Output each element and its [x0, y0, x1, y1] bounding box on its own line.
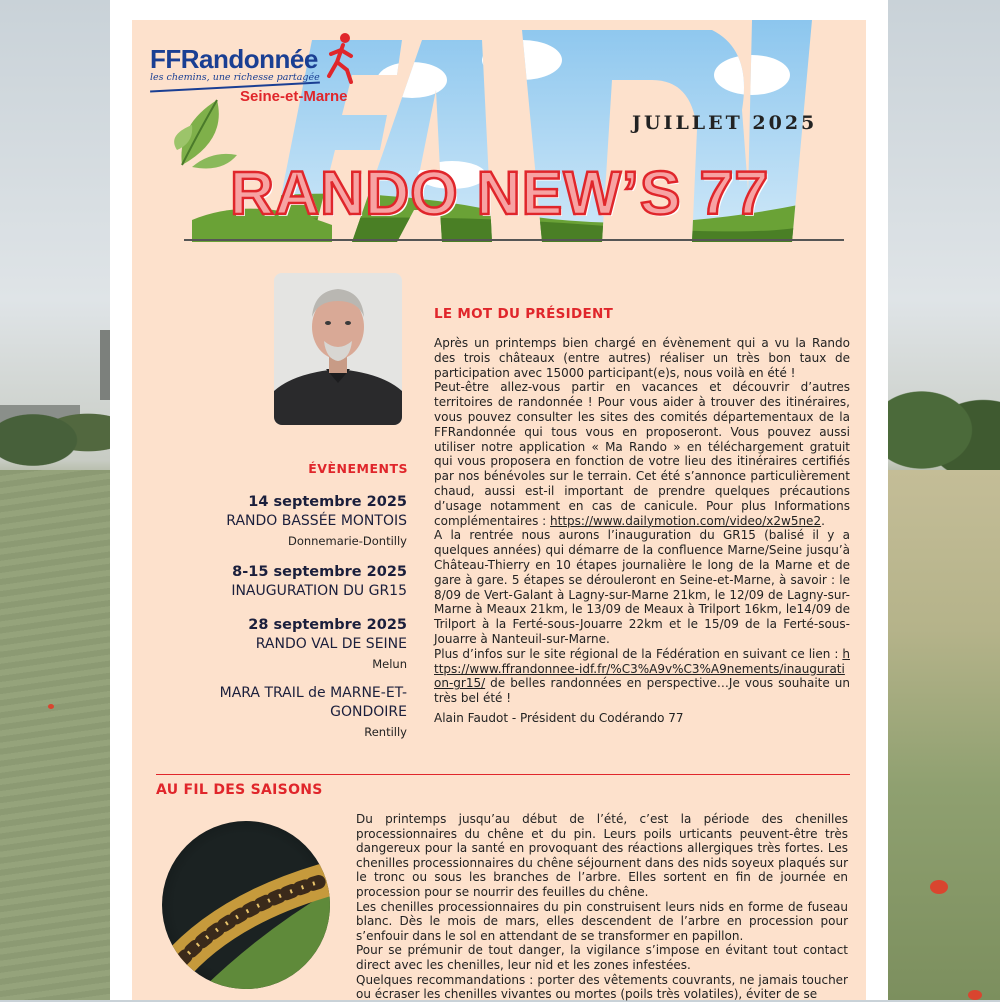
event-item[interactable]: [147, 563, 407, 601]
president-heading: LE MOT DU PRÉSIDENT: [434, 306, 614, 322]
poppy-flower: [48, 704, 54, 709]
brand-tagline: les chemins, une richesse partagée: [150, 72, 320, 83]
background-tower: [100, 330, 110, 400]
president-message: [434, 336, 850, 706]
brand-logo[interactable]: [150, 44, 318, 75]
president-paragraph: Peut-être allez-vous partir en vacances et découvrir d’autres territoires de randonnée ! Pour vous aider à trouver des itinéraires, vous pouvez consulter les sites des comités départementaux de la FFRandonnée qui tous vous en proposeront. Vous pouvez aussi utiliser notre application « Ma Rando » en téléchargement gratuit qui vous proposera en fonction de votre lieu des itinéraires certifiés par nos bénévoles sur le terrain. Cet été s’annonce particulièrement chaud, aussi est-il important de prendre quelques précautions d’usage notamment en cas de canicule. Pour plus Informations complémentaires : https://www.dailymotion.com/video/x2w5ne2.: [434, 380, 850, 528]
event-item[interactable]: [147, 616, 407, 671]
masthead: [132, 20, 866, 245]
president-paragraph-text: Plus d’infos sur le site régional de la Fédération en suivant ce lien :: [434, 646, 839, 661]
event-place: Melun: [372, 657, 407, 671]
brand-region: Seine-et-Marne: [240, 88, 348, 105]
event-date: 8-15 septembre 2025: [232, 564, 407, 580]
masthead-divider: [184, 239, 844, 241]
issue-date: JUILLET 2025: [632, 112, 818, 134]
poppy-flower: [968, 990, 982, 1000]
seasons-heading: AU FIL DES SAISONS: [156, 782, 323, 798]
newsletter-page: [110, 0, 888, 1000]
president-paragraph: [434, 647, 850, 706]
newsletter-sheet: [132, 20, 866, 1000]
runner-icon: [325, 32, 357, 84]
background-trees-left: [0, 395, 110, 470]
background-field-left: [0, 470, 110, 1000]
brand-logo-name: Randonnée: [180, 44, 318, 74]
section-divider: [156, 774, 850, 775]
president-paragraph: Après un printemps bien chargé en évènement qui a vu la Rando des trois châteaux (entre autres) réaliser un très bon taux de participation avec 15000 participant(e)s, nous voilà en été !: [434, 336, 850, 380]
seasons-paragraph: Les chenilles processionnaires du pin construisent leurs nids en forme de fuseau blanc. Dès le mois de mars, elles descendent de l’arbre en procession pour s’enfouir dans le sol en attendant de se transformer en papillon.: [356, 899, 848, 943]
event-date: 14 septembre 2025: [248, 494, 407, 510]
president-signature: Alain Faudot - Président du Codérando 77: [434, 711, 684, 725]
seasons-paragraph: Pour se prémunir de tout danger, la vigilance s’impose en évitant tout contact direct avec les chenilles, leur nid et les zones infestées.: [356, 943, 848, 972]
seasons-paragraph: Quelques recommandations : porter des vêtements couvrants, ne jamais toucher ou écraser les chenilles vivantes ou mortes (poils très volatiles), éviter de se: [356, 972, 848, 1002]
newsletter-title: RANDO NEW’S 77: [230, 159, 770, 227]
president-photo: [274, 273, 402, 425]
event-name: INAUGURATION DU GR15: [231, 583, 407, 599]
ffrandonnee-idf-link[interactable]: https://www.ffrandonnee-idf.fr/%C3%A9v%C3%A9nements/inauguration-gr15/: [434, 646, 850, 691]
events-heading: ÉVÈNEMENTS: [308, 461, 408, 476]
president-paragraph: A la rentrée nous aurons l’inauguration du GR15 (balisé il y a quelques années) qui démarre de la confluence Marne/Seine jusqu’à Château-Thierry en 10 étapes journalière le long de la Marne et de gare à gare. 5 étapes se dérouleront en Seine-et-Marne, à savoir : le 8/09 de Vert-Galant à Lagny-sur-Marne 21km, le 12/09 de Lagny-sur-Marne à Meaux 21km, le 13/09 de Meaux à Trilport 16km, le14/09 de Trilport à la Ferté-sous-Jouarre 22km et le 15/09 de la Ferté-sous- Jouarre à Nanteuil-sur-Marne.: [434, 528, 850, 646]
event-place: Rentilly: [364, 725, 407, 739]
event-date: 28 septembre 2025: [248, 617, 407, 633]
event-name: RANDO VAL DE SEINE: [255, 636, 407, 652]
seasons-paragraph: Du printemps jusqu’au début de l’été, c’est la période des chenilles processionnaires du chêne et du pin. Leurs poils urticants peuvent-être très dangereux pour la santé en provoquant des réactions allergiques très fortes. Les chenilles processionnaires du chêne séjournent dans des nids soyeux plaqués sur le tronc ou sous les branches de l’arbre. Elles sortent en fin de journée en procession pour se nourrir des feuilles du chêne.: [356, 812, 848, 899]
president-paragraph-text: de belles randonnées en perspective…Je vous souhaite un très bel été !: [434, 676, 850, 706]
background-trees-right: [888, 370, 1000, 470]
dailymotion-link[interactable]: https://www.dailymotion.com/video/x2w5ne2: [550, 513, 822, 528]
event-place: Donnemarie-Dontilly: [287, 534, 407, 548]
caterpillar-image: [162, 821, 330, 989]
event-item[interactable]: [192, 684, 407, 739]
caterpillar-photo: [162, 821, 330, 989]
brand-logo-ff: FF: [150, 44, 181, 74]
event-item[interactable]: [147, 493, 407, 548]
event-name: MARA TRAIL de MARNE-ET-GONDOIRE: [219, 685, 407, 720]
event-name: RANDO BASSÉE MONTOIS: [226, 513, 407, 529]
seasons-text: [356, 812, 848, 1002]
background-field-right: [888, 470, 1000, 1000]
poppy-flower: [930, 880, 948, 894]
president-paragraph-text: Peut-être allez-vous partir en vacances et découvrir d’autres territoires de randonnée ! Pour vous aider à trouver des itinéraires, vous pouvez consulter les sites des comités départementaux de la FFRandonnée qui tous vous en proposeront. Vous pouvez aussi utiliser notre application « Ma Rando » en téléchargement gratuit qui vous proposera en fonction de votre lieu des itinéraires certifiés par nos bénévoles sur le terrain. Cet été s’annonce particulièrement chaud, aussi est-il important de prendre quelques précautions d’usage notamment en cas de canicule. Pour plus Informations complémentaires :: [434, 380, 850, 528]
president-portrait: [274, 273, 402, 425]
